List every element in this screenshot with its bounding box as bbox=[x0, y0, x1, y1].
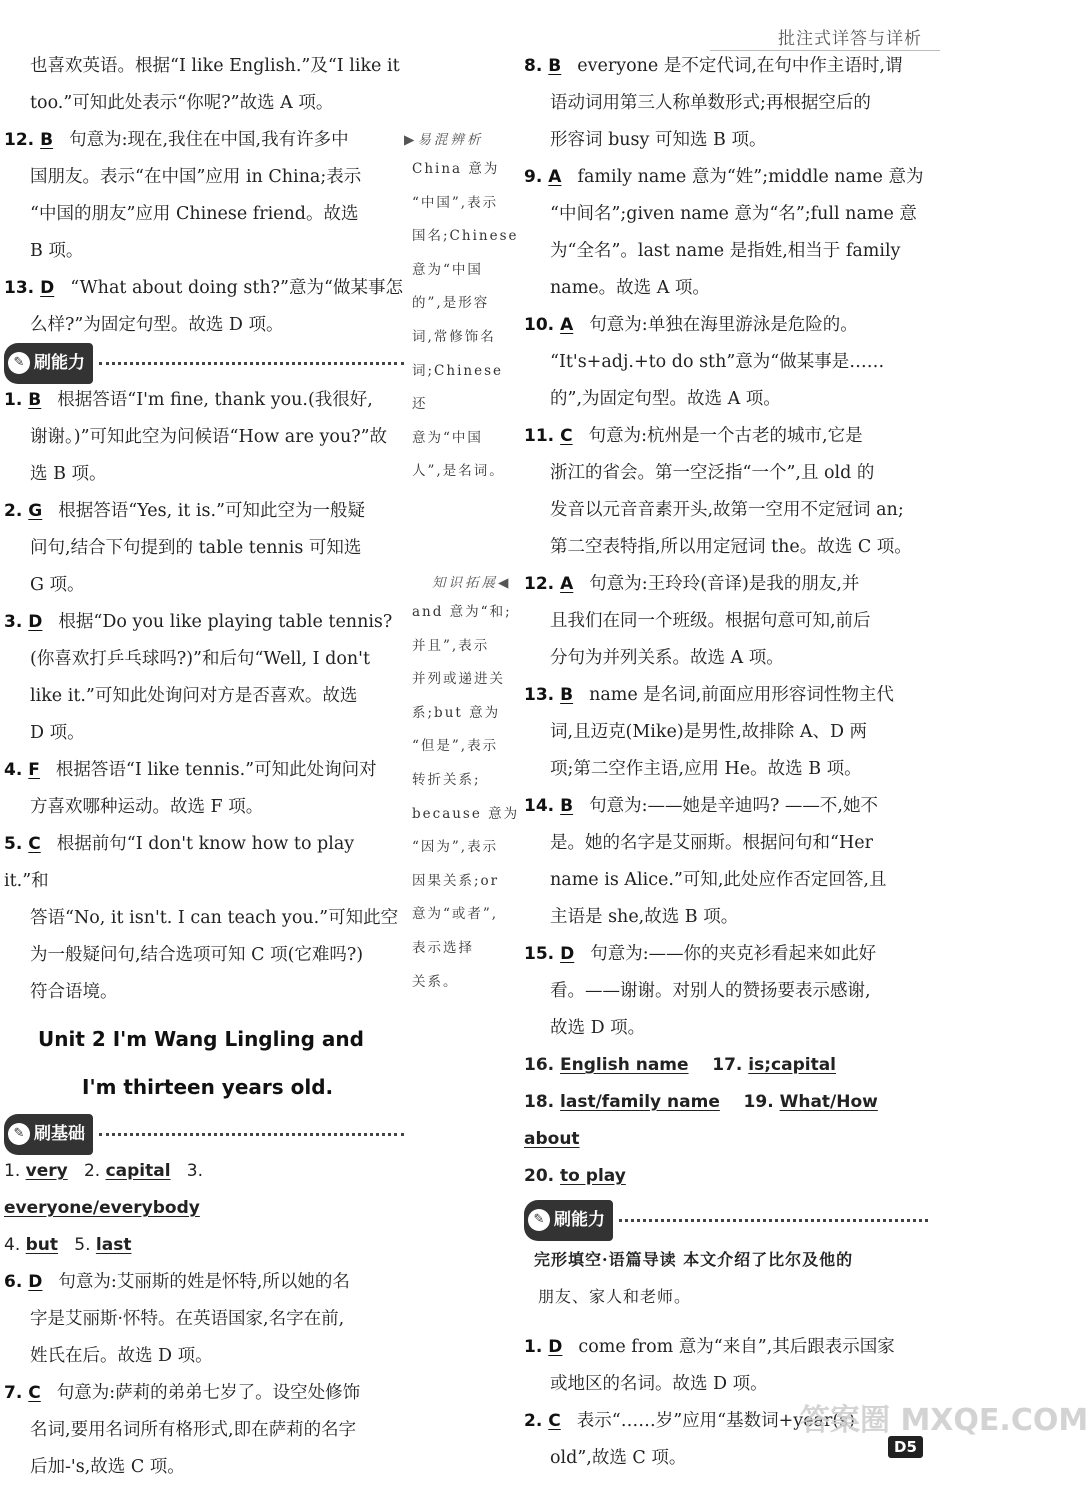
text-line: 看。——谢谢。对别人的赞扬要表示感谢, bbox=[550, 981, 871, 1001]
cloze-intro: 完形填空·语篇导读 本文介绍了比尔及他的 bbox=[534, 1250, 854, 1269]
text-line: 主语是 she,故选 B 项。 bbox=[550, 907, 739, 927]
section-badge bbox=[4, 1114, 93, 1155]
question-number: 7. bbox=[4, 1383, 23, 1403]
answer-letter: B bbox=[560, 685, 574, 705]
fill-answers-row bbox=[524, 1047, 928, 1084]
text-line: come from 意为“来自”,其后跟表示国家 bbox=[578, 1337, 895, 1357]
text-line: 为“全名”。last name 是指姓,相当于 family bbox=[550, 241, 901, 261]
side-note-confusable bbox=[404, 127, 520, 489]
text-line: 句意为:萨莉的弟弟七岁了。设空处修饰 bbox=[56, 1383, 361, 1403]
right-column bbox=[524, 48, 928, 1477]
pencil-icon: ✎ bbox=[528, 1209, 550, 1231]
text-line: “It's+adj.+to do sth”意为“做某事是…… bbox=[550, 352, 885, 372]
text-line: 浙江的省会。第一空泛指“一个”,且 old 的 bbox=[550, 463, 875, 483]
dotted-divider bbox=[99, 362, 404, 365]
answer-letter: D bbox=[548, 1337, 563, 1357]
fill-answer: What/How about bbox=[524, 1092, 878, 1149]
note-line: and 意为“和; bbox=[412, 604, 512, 620]
answer-letter: A bbox=[560, 315, 574, 335]
text-line: 分句为并列关系。故选 A 项。 bbox=[550, 648, 784, 668]
fill-answer: is;capital bbox=[748, 1055, 836, 1075]
question-number: 5. bbox=[4, 834, 23, 854]
note-line: 因果关系;or bbox=[412, 872, 500, 889]
text-line: “中国的朋友”应用 Chinese friend。故选 bbox=[30, 204, 359, 224]
answer-letter: C bbox=[28, 1383, 41, 1403]
text-line: old”,故选 C 项。 bbox=[550, 1448, 687, 1468]
text-line: too.”可知此处表示“你呢?”故选 A 项。 bbox=[30, 93, 334, 113]
question-number: 15. bbox=[524, 944, 555, 964]
note-line: 关系。 bbox=[412, 973, 459, 990]
left-column bbox=[4, 48, 404, 1486]
text-line: 选 B 项。 bbox=[30, 464, 107, 484]
answer-letter: G bbox=[28, 501, 43, 521]
text-line: 后加-'s,故选 C 项。 bbox=[30, 1457, 185, 1477]
question-number: 12. bbox=[4, 130, 35, 150]
fill-answers-row bbox=[524, 1158, 928, 1195]
text-line: D 项。 bbox=[30, 723, 85, 743]
section-label: 刷能力 bbox=[34, 352, 85, 373]
text-line: 谢谢。)”可知此空为问候语“How are you?”故 bbox=[30, 427, 388, 447]
answer-letter: D bbox=[28, 612, 43, 632]
note-line: 表示选择 bbox=[412, 939, 474, 956]
text-line: 词,且迈克(Mike)是男性,故排除 A、D 两 bbox=[550, 722, 868, 742]
fill-answer: English name bbox=[560, 1055, 689, 1075]
text-line: 句意为:单独在海里游泳是危险的。 bbox=[589, 315, 858, 335]
note-line: 人”,是名词。 bbox=[412, 463, 505, 480]
text-line: 根据答语“Yes, it is.”可知此空为一般疑 bbox=[58, 501, 365, 521]
question-number: 9. bbox=[524, 167, 543, 187]
note-line: 并列或递进关 bbox=[412, 671, 505, 688]
text-line: 故选 D 项。 bbox=[550, 1018, 646, 1038]
question-number: 1. bbox=[4, 1161, 21, 1181]
text-line: 符合语境。 bbox=[30, 982, 118, 1002]
question-number: 13. bbox=[524, 685, 555, 705]
text-line: “中间名”;given name 意为“名”;full name 意 bbox=[550, 204, 917, 224]
fill-answer: last/family name bbox=[560, 1092, 720, 1112]
question-number: 16. bbox=[524, 1055, 555, 1075]
note-heading: 知识拓展◀ bbox=[432, 575, 512, 591]
text-line: name is Alice.”可知,此处应作否定回答,且 bbox=[550, 870, 887, 890]
section-header-ability bbox=[4, 346, 404, 380]
text-line: name 是名词,前面应用形容词性物主代 bbox=[589, 685, 894, 705]
question-number: 10. bbox=[524, 315, 555, 335]
text-line: 是。她的名字是艾丽斯。根据问句和“Her bbox=[550, 833, 873, 853]
question-number: 17. bbox=[712, 1055, 743, 1075]
note-line: 系;but 意为 bbox=[412, 704, 501, 721]
fill-answer: very bbox=[25, 1161, 68, 1181]
text-line: 的”,为固定句型。故选 A 项。 bbox=[550, 389, 781, 409]
text-line: 形容词 busy 可知选 B 项。 bbox=[550, 130, 767, 150]
answer-letter: D bbox=[560, 944, 575, 964]
answer-letter: D bbox=[28, 1272, 43, 1292]
text-line: 名词,要用名词所有格形式,即在萨莉的名字 bbox=[30, 1420, 357, 1440]
page-header-title: 批注式详答与详析 bbox=[778, 29, 922, 49]
pencil-icon: ✎ bbox=[8, 1123, 30, 1145]
text-line: B 项。 bbox=[30, 241, 84, 261]
answer-letter: B bbox=[40, 130, 54, 150]
answer-letter: D bbox=[40, 278, 55, 298]
question-number: 2. bbox=[4, 501, 23, 521]
watermark-logo: 答案圈 MXQE.COM bbox=[800, 1403, 1088, 1438]
text-line: 也喜欢英语。根据“I like English.”及“I like it bbox=[30, 56, 400, 76]
text-line: 发音以元音音素开头,故第一空用不定冠词 an; bbox=[550, 500, 904, 520]
answer-letter: F bbox=[28, 760, 40, 780]
text-line: 根据答语“I like tennis.”可知此处询问对 bbox=[55, 760, 377, 780]
question-number: 4. bbox=[4, 1235, 21, 1255]
answer-letter: C bbox=[28, 834, 41, 854]
question-number: 13. bbox=[4, 278, 35, 298]
note-line: China 意为 bbox=[412, 161, 500, 177]
answer-letter: A bbox=[548, 167, 562, 187]
text-line: 句意为:——她是辛迪吗? ——不,她不 bbox=[589, 796, 878, 816]
question-number: 1. bbox=[524, 1337, 543, 1357]
question-number: 6. bbox=[4, 1272, 23, 1292]
question-number: 4. bbox=[4, 760, 23, 780]
question-number: 11. bbox=[524, 426, 555, 446]
text-line: name。故选 A 项。 bbox=[550, 278, 710, 298]
text-line: 字是艾丽斯·怀特。在英语国家,名字在前, bbox=[30, 1309, 345, 1329]
text-line: 第二空表特指,所以用定冠词 the。故选 C 项。 bbox=[550, 537, 912, 557]
dotted-divider bbox=[619, 1219, 928, 1222]
fill-answer: capital bbox=[105, 1161, 171, 1181]
question-number: 3. bbox=[186, 1161, 204, 1181]
pencil-icon: ✎ bbox=[8, 352, 30, 374]
answer-letter: B bbox=[548, 56, 562, 76]
text-line: 且我们在同一个班级。根据句意可知,前后 bbox=[550, 611, 871, 631]
fill-answer: everyone/everybody bbox=[4, 1198, 200, 1218]
fill-answer: but bbox=[25, 1235, 59, 1255]
text-line: 问句,结合下句提到的 table tennis 可知选 bbox=[30, 538, 362, 558]
fill-answer: last bbox=[95, 1235, 132, 1255]
side-note-extension bbox=[404, 570, 524, 999]
question-number: 14. bbox=[524, 796, 555, 816]
unit-title-line-2: I'm thirteen years old. bbox=[82, 1075, 334, 1099]
text-line: 句意为:杭州是一个古老的城市,它是 bbox=[588, 426, 863, 446]
text-line: 根据答语“I'm fine, thank you.(我很好, bbox=[57, 390, 373, 410]
text-line: 语动词用第三人称单数形式;再根据空后的 bbox=[550, 93, 871, 113]
text-line: (你喜欢打乒乓球吗?)”和后句“Well, I don't bbox=[30, 649, 370, 669]
question-number: 19. bbox=[743, 1092, 774, 1112]
text-line: “What about doing sth?”意为“做某事怎 bbox=[70, 278, 403, 298]
answer-letter: A bbox=[560, 574, 574, 594]
answer-letter: C bbox=[548, 1411, 561, 1431]
note-line: 国名;Chinese bbox=[412, 228, 519, 245]
answer-letter: C bbox=[560, 426, 573, 446]
text-line: 为一般疑问句,结合选项可知 C 项(它难吗?) bbox=[30, 945, 364, 965]
section-label: 刷基础 bbox=[34, 1123, 85, 1144]
text-line: 句意为:——你的夹克衫看起来如此好 bbox=[590, 944, 877, 964]
text-line: like it.”可知此处询问对方是否喜欢。故选 bbox=[30, 686, 358, 706]
unit-title-line-1: Unit 2 I'm Wang Lingling and bbox=[38, 1027, 364, 1051]
question-number: 3. bbox=[4, 612, 23, 632]
note-line: because 意为 bbox=[412, 805, 520, 822]
text-line: 或地区的名词。故选 D 项。 bbox=[550, 1374, 768, 1394]
note-line: “但是”,表示 bbox=[412, 738, 499, 755]
text-line: everyone 是不定代词,在句中作主语时,谓 bbox=[577, 56, 903, 76]
text-line: 答语“No, it isn't. I can teach you.”可知此空 bbox=[30, 908, 399, 928]
text-line: G 项。 bbox=[30, 575, 85, 595]
text-line: 方喜欢哪种运动。故选 F 项。 bbox=[30, 797, 264, 817]
section-header-basics bbox=[4, 1117, 404, 1151]
note-line: 并且”,表示 bbox=[412, 637, 490, 654]
text-line: 句意为:王玲玲(音译)是我的朋友,并 bbox=[589, 574, 860, 594]
question-number: 20. bbox=[524, 1166, 555, 1186]
text-line: 根据“Do you like playing table tennis? bbox=[58, 612, 393, 632]
note-line: “因为”,表示 bbox=[412, 839, 499, 856]
fill-answers-row bbox=[524, 1084, 928, 1158]
cloze-intro: 朋友、家人和老师。 bbox=[538, 1287, 692, 1306]
note-heading: ▶易混辨析 bbox=[404, 132, 484, 148]
question-number: 12. bbox=[524, 574, 555, 594]
note-line: 意为“中国 bbox=[412, 261, 483, 278]
note-line: 意为“或者”, bbox=[412, 906, 499, 923]
question-number: 2. bbox=[83, 1161, 101, 1181]
section-badge bbox=[4, 343, 93, 384]
section-header-ability bbox=[524, 1203, 928, 1237]
note-line: 词;Chinese 还 bbox=[412, 362, 503, 413]
fill-answers-row bbox=[4, 1153, 404, 1227]
note-line: 的”,是形容 bbox=[412, 295, 490, 312]
note-line: 转折关系; bbox=[412, 771, 481, 788]
dotted-divider bbox=[99, 1133, 404, 1136]
text-line: 么样?”为固定句型。故选 D 项。 bbox=[30, 315, 284, 335]
note-line: 意为“中国 bbox=[412, 429, 483, 446]
question-number: 18. bbox=[524, 1092, 555, 1112]
text-line: 句意为:现在,我住在中国,我有许多中 bbox=[69, 130, 349, 150]
question-number: 1. bbox=[4, 390, 23, 410]
question-number: 8. bbox=[524, 56, 543, 76]
fill-answers-row bbox=[4, 1227, 404, 1264]
text-line: 姓氏在后。故选 D 项。 bbox=[30, 1346, 213, 1366]
fill-answer: to play bbox=[560, 1166, 626, 1186]
answer-letter: B bbox=[560, 796, 574, 816]
text-line: 根据前句“I don't know how to play it.”和 bbox=[4, 834, 355, 891]
text-line: 国朋友。表示“在中国”应用 in China;表示 bbox=[30, 167, 362, 187]
answer-letter: B bbox=[28, 390, 42, 410]
section-label: 刷能力 bbox=[554, 1209, 605, 1230]
text-line: 句意为:艾丽斯的姓是怀特,所以她的名 bbox=[58, 1272, 350, 1292]
note-line: 词,常修饰名 bbox=[412, 328, 496, 345]
text-line: 项;第二空作主语,应用 He。故选 B 项。 bbox=[550, 759, 862, 779]
text-line: family name 意为“姓”;middle name 意为 bbox=[577, 167, 924, 187]
text-line: 表示“……岁”应用“基数词+year(s) bbox=[576, 1411, 855, 1431]
question-number: 2. bbox=[524, 1411, 543, 1431]
page-number: D5 bbox=[888, 1436, 923, 1458]
section-badge bbox=[524, 1200, 613, 1241]
question-number: 5. bbox=[74, 1235, 91, 1255]
note-line: “中国”,表示 bbox=[412, 194, 499, 211]
